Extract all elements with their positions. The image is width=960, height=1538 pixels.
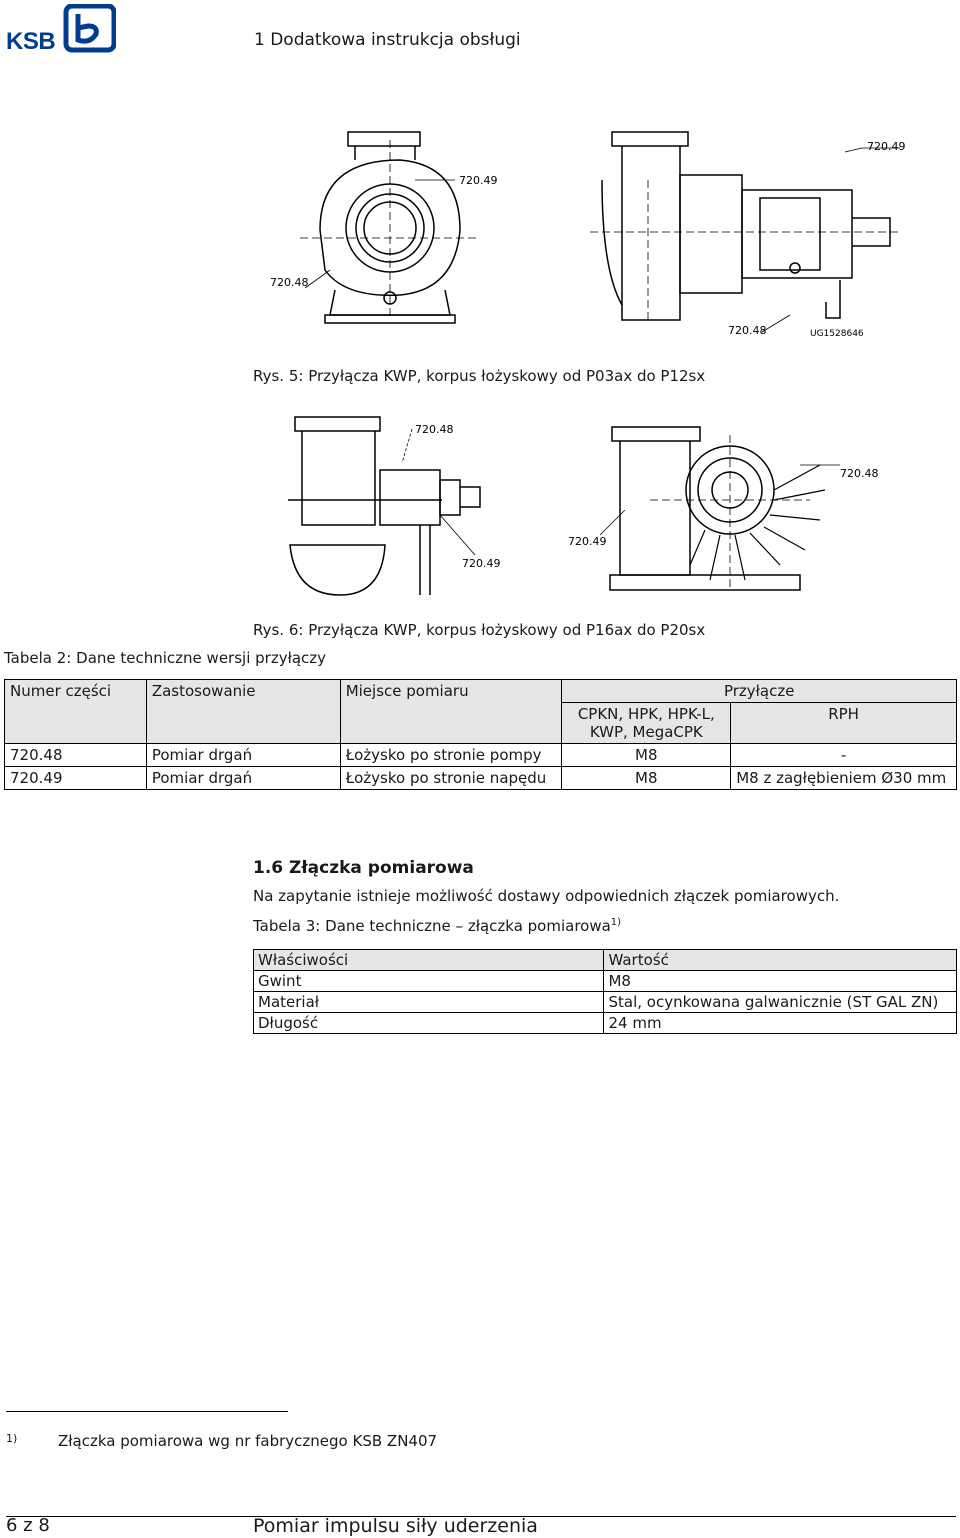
- fig5-label-a: 720.49: [459, 174, 498, 187]
- section-title: 1.6 Złączka pomiarowa: [253, 858, 474, 878]
- table-row: [5, 744, 957, 767]
- cell-rph: -: [731, 744, 957, 767]
- figure-5-caption: [253, 367, 705, 385]
- pump-drawing-front-side: [250, 120, 960, 350]
- fig5-label-b: 720.48: [270, 276, 309, 289]
- cell-cpkn: M8: [562, 744, 731, 767]
- logo-text: KSB: [6, 28, 56, 55]
- header-title: 1 Dodatkowa instrukcja obsługi: [254, 30, 521, 50]
- table-2-caption: [4, 649, 326, 667]
- cell-application: Pomiar drgań: [146, 767, 340, 790]
- table-2: [4, 679, 957, 790]
- table-row: [254, 971, 957, 992]
- header-cpkn: CPKN, HPK, HPK-L, KWP, MegaCPK: [562, 703, 731, 744]
- footnote-mark: 1): [6, 1432, 18, 1445]
- cell-location: Łożysko po stronie napędu: [340, 767, 562, 790]
- table-3-caption: [253, 917, 621, 935]
- fig5-caption-text: Przyłącza KWP, korpus łożyskowy od P03ax do P12sx: [308, 367, 706, 385]
- header-connections: Przyłącze: [562, 680, 957, 703]
- table-3: [253, 949, 957, 1034]
- header-value: Wartość: [604, 950, 957, 971]
- cell-application: Pomiar drgań: [146, 744, 340, 767]
- fig6-caption-prefix: Rys. 6:: [253, 621, 304, 639]
- header-rph: RPH: [731, 703, 957, 744]
- cell-property: Długość: [254, 1013, 604, 1034]
- figure-5: [250, 120, 960, 350]
- figure-6: [280, 405, 880, 605]
- table3-caption-prefix: Tabela 3:: [253, 917, 321, 935]
- table3-caption-text: Dane techniczne – złączka pomiarowa: [325, 917, 611, 935]
- fig5-label-d: 720.48: [728, 324, 767, 337]
- cell-rph: M8 z zagłębieniem Ø30 mm: [731, 767, 957, 790]
- header-part-no: Numer części: [5, 680, 147, 744]
- table2-caption-prefix: Tabela 2:: [4, 649, 72, 667]
- fig6-label-b: 720.49: [462, 557, 501, 570]
- cell-property: Gwint: [254, 971, 604, 992]
- pump-drawing-large: [280, 405, 880, 605]
- footer-title: Pomiar impulsu siły uderzenia: [253, 1515, 538, 1537]
- table2-caption-text: Dane techniczne wersji przyłączy: [76, 649, 327, 667]
- fig6-label-d: 720.48: [840, 467, 879, 480]
- section-body: Na zapytanie istnieje możliwość dostawy odpowiednich złączek pomiarowych.: [253, 887, 840, 905]
- fig6-caption-text: Przyłącza KWP, korpus łożyskowy od P16ax do P20sx: [308, 621, 706, 639]
- table-row: [254, 1013, 957, 1034]
- figure-6-caption: [253, 621, 705, 639]
- fig5-label-c: 720.49: [867, 140, 906, 153]
- header-property: Właściwości: [254, 950, 604, 971]
- cell-value: Stal, ocynkowana galwanicznie (ST GAL ZN): [604, 992, 957, 1013]
- cell-value: 24 mm: [604, 1013, 957, 1034]
- table-row: [254, 992, 957, 1013]
- fig6-label-c: 720.49: [568, 535, 607, 548]
- table-row: [5, 767, 957, 790]
- cell-value: M8: [604, 971, 957, 992]
- cell-location: Łożysko po stronie pompy: [340, 744, 562, 767]
- footnote-text: Złączka pomiarowa wg nr fabrycznego KSB ZN407: [58, 1432, 438, 1450]
- fig5-label-e: UG1528646: [810, 329, 864, 339]
- cell-cpkn: M8: [562, 767, 731, 790]
- cell-property: Materiał: [254, 992, 604, 1013]
- cell-part: 720.48: [5, 744, 147, 767]
- header-location: Miejsce pomiaru: [340, 680, 562, 744]
- fig6-label-a: 720.48: [415, 423, 454, 436]
- fig5-caption-prefix: Rys. 5:: [253, 367, 304, 385]
- cell-part: 720.49: [5, 767, 147, 790]
- footnote-divider: [6, 1411, 288, 1412]
- header-application: Zastosowanie: [146, 680, 340, 744]
- page-number: 6 z 8: [6, 1515, 50, 1536]
- table3-caption-footnote-ref: 1): [610, 917, 622, 928]
